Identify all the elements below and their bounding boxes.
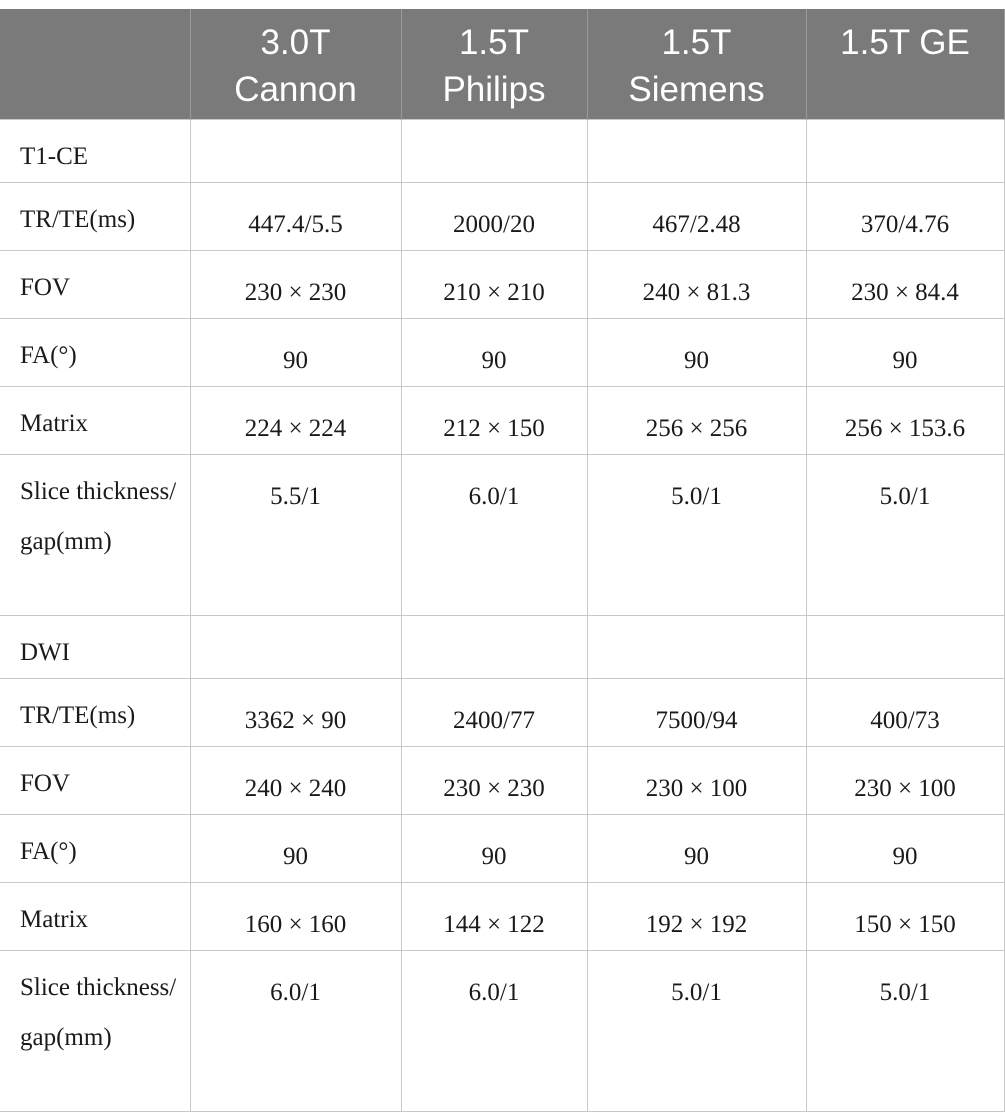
table-row	[0, 250, 1004, 318]
table-row	[0, 950, 1004, 1111]
table-cell: 230 × 230	[190, 250, 401, 318]
mri-parameters-table	[0, 9, 1005, 1112]
table-cell: 224 × 224	[190, 386, 401, 454]
table-cell: 5.0/1	[587, 950, 806, 1111]
table-cell: 150 × 150	[806, 882, 1004, 950]
table-row	[0, 454, 1004, 615]
table-cell: 230 × 100	[587, 746, 806, 814]
table-cell: 3362 × 90	[190, 678, 401, 746]
row-label: T1-CE	[0, 119, 190, 182]
table-row	[0, 615, 1004, 678]
header-corner-cell	[0, 9, 190, 119]
row-label: TR/TE(ms)	[0, 678, 190, 746]
table-cell: 256 × 153.6	[806, 386, 1004, 454]
row-label: DWI	[0, 615, 190, 678]
header-scanner-15t-philips	[401, 9, 587, 119]
table-cell: 230 × 100	[806, 746, 1004, 814]
table-cell: 210 × 210	[401, 250, 587, 318]
table-row	[0, 678, 1004, 746]
table-cell	[587, 615, 806, 678]
table-row	[0, 318, 1004, 386]
header-vendor: Cannon	[234, 70, 357, 109]
header-field-strength: 1.5T GE	[840, 23, 970, 62]
table-cell: 5.0/1	[806, 454, 1004, 615]
header-scanner-3t-cannon	[190, 9, 401, 119]
table-body	[0, 119, 1004, 1111]
table-cell: 192 × 192	[587, 882, 806, 950]
header-vendor: Siemens	[628, 70, 765, 109]
table-cell: 230 × 230	[401, 746, 587, 814]
table-cell: 90	[806, 814, 1004, 882]
table-row	[0, 746, 1004, 814]
row-label: TR/TE(ms)	[0, 182, 190, 250]
table-cell: 370/4.76	[806, 182, 1004, 250]
table-cell: 230 × 84.4	[806, 250, 1004, 318]
table-cell: 90	[587, 814, 806, 882]
table-cell: 90	[190, 318, 401, 386]
table-cell	[190, 119, 401, 182]
table-cell: 90	[587, 318, 806, 386]
table-cell: 2000/20	[401, 182, 587, 250]
row-label: Slice thickness/ gap(mm)	[0, 950, 190, 1111]
table-cell: 5.0/1	[587, 454, 806, 615]
row-label: FA(°)	[0, 318, 190, 386]
header-field-strength: 1.5T	[458, 23, 530, 62]
table-cell: 256 × 256	[587, 386, 806, 454]
table-cell: 6.0/1	[401, 950, 587, 1111]
table-cell: 447.4/5.5	[190, 182, 401, 250]
table-cell: 6.0/1	[190, 950, 401, 1111]
header-vendor: Philips	[442, 70, 546, 109]
table-cell: 5.0/1	[806, 950, 1004, 1111]
table-row	[0, 182, 1004, 250]
table-cell: 5.5/1	[190, 454, 401, 615]
table-cell: 400/73	[806, 678, 1004, 746]
table-cell	[401, 615, 587, 678]
header-scanner-15t-ge	[806, 9, 1004, 119]
table-cell: 240 × 81.3	[587, 250, 806, 318]
table-cell: 90	[190, 814, 401, 882]
header-row	[0, 9, 1004, 119]
table-cell: 2400/77	[401, 678, 587, 746]
table-cell: 90	[806, 318, 1004, 386]
table-row	[0, 386, 1004, 454]
table-cell	[401, 119, 587, 182]
row-label: Matrix	[0, 882, 190, 950]
table-cell	[587, 119, 806, 182]
table-cell	[806, 615, 1004, 678]
header-scanner-15t-siemens	[587, 9, 806, 119]
table-cell: 6.0/1	[401, 454, 587, 615]
table-cell: 90	[401, 814, 587, 882]
row-label: Slice thickness/ gap(mm)	[0, 454, 190, 615]
row-label: FOV	[0, 250, 190, 318]
table-cell	[806, 119, 1004, 182]
header-field-strength: 1.5T	[661, 23, 732, 62]
table-cell: 90	[401, 318, 587, 386]
table-cell: 212 × 150	[401, 386, 587, 454]
table-row	[0, 814, 1004, 882]
table-cell: 160 × 160	[190, 882, 401, 950]
table-cell	[190, 615, 401, 678]
row-label: FA(°)	[0, 814, 190, 882]
table-cell: 467/2.48	[587, 182, 806, 250]
table-row	[0, 882, 1004, 950]
table-cell: 7500/94	[587, 678, 806, 746]
table-row	[0, 119, 1004, 182]
row-label: Matrix	[0, 386, 190, 454]
table-cell: 144 × 122	[401, 882, 587, 950]
row-label: FOV	[0, 746, 190, 814]
header-field-strength: 3.0T	[260, 23, 331, 62]
table-cell: 240 × 240	[190, 746, 401, 814]
